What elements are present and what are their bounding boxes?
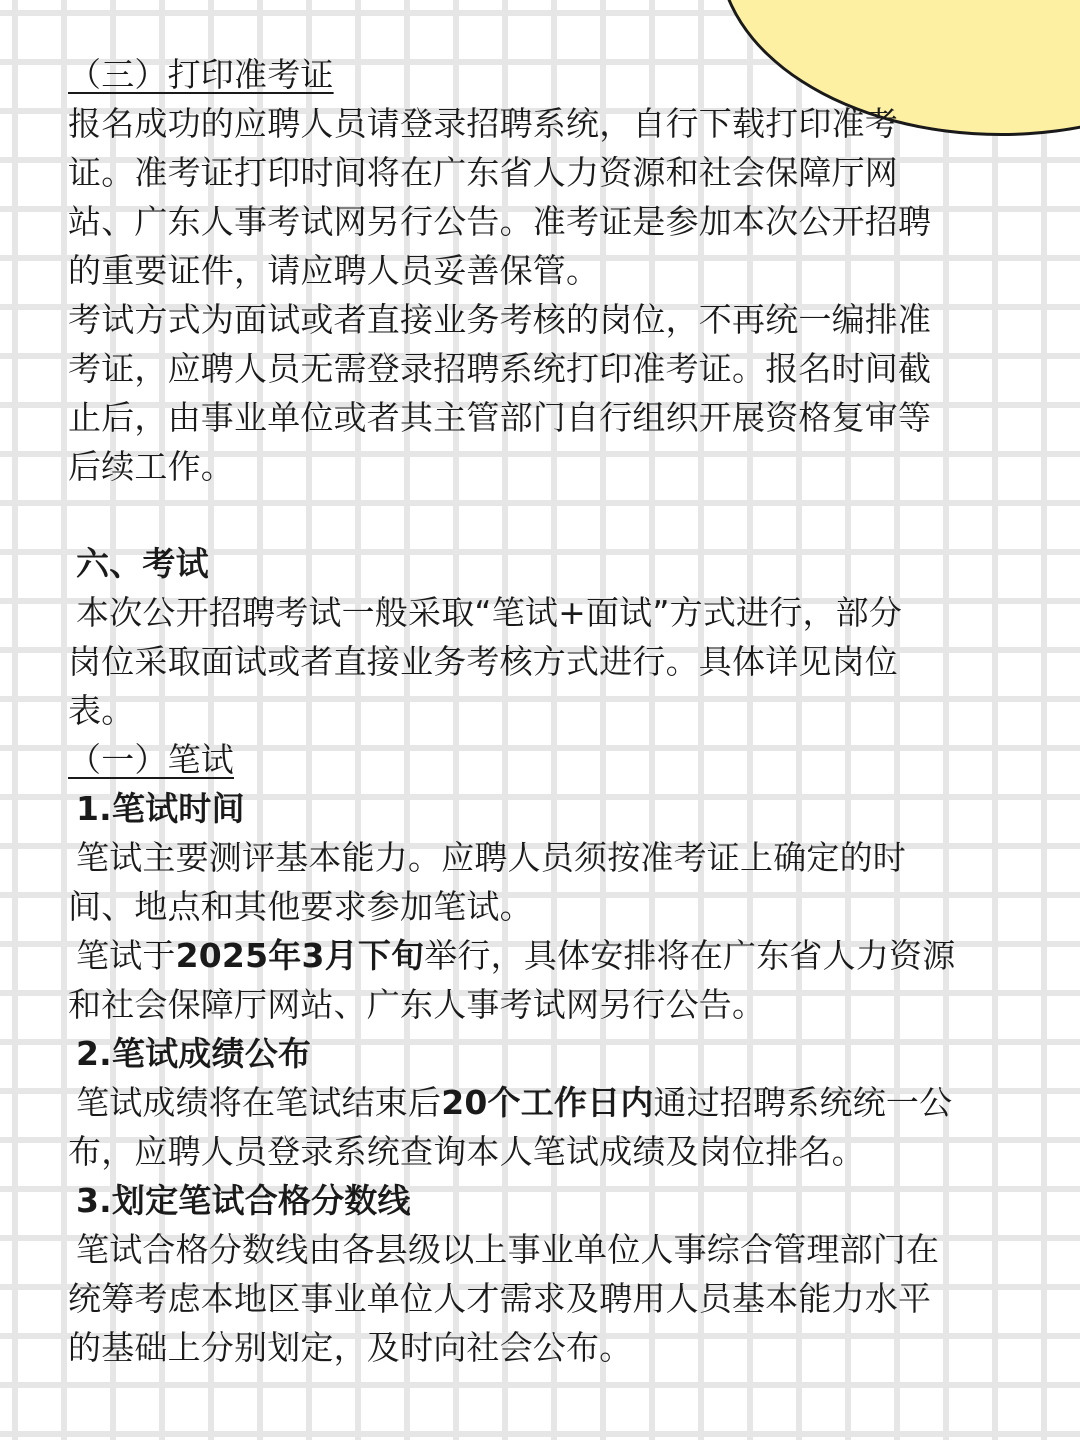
item-2-line-1 bbox=[68, 1078, 1028, 1127]
section-3-line-5: 考试方式为面试或者直接业务考核的岗位，不再统一编排准 bbox=[68, 300, 932, 339]
section-6-title: 六、考试 bbox=[76, 544, 209, 583]
item-2-line-2: 布，应聘人员登录系统查询本人笔试成绩及岗位排名。 bbox=[68, 1132, 865, 1171]
item-2-line-1-post: 通过招聘系统统一公 bbox=[653, 1083, 953, 1122]
item-3-line-3: 的基础上分别划定，及时向社会公布。 bbox=[68, 1328, 633, 1367]
item-1-line-1: 笔试主要测评基本能力。应聘人员须按准考证上确定的时 bbox=[76, 838, 906, 877]
section-3-line-6: 考证，应聘人员无需登录招聘系统打印准考证。报名时间截 bbox=[68, 349, 932, 388]
section-3-line-2: 证。准考证打印时间将在广东省人力资源和社会保障厅网 bbox=[68, 153, 898, 192]
item-1-title: 1.笔试时间 bbox=[76, 789, 245, 828]
item-1-date-pre: 笔试于 bbox=[76, 936, 176, 975]
exam-date-highlight: 2025年3月下旬 bbox=[175, 936, 425, 975]
item-1-line-2: 间、地点和其他要求参加笔试。 bbox=[68, 887, 533, 926]
item-1-date-post: 举行，具体安排将在广东省人力资源 bbox=[424, 936, 956, 975]
item-2-title: 2.笔试成绩公布 bbox=[76, 1034, 312, 1073]
item-1-date-line bbox=[68, 931, 1028, 980]
written-exam-heading: （一）笔试 bbox=[68, 740, 234, 779]
document-body bbox=[68, 50, 1028, 1372]
written-exam-heading-row bbox=[68, 735, 1028, 784]
item-3-title: 3.划定笔试合格分数线 bbox=[76, 1181, 411, 1220]
section-3-heading: （三）打印准考证 bbox=[68, 55, 334, 94]
section-spacer bbox=[68, 491, 1028, 539]
item-2-line-1-pre: 笔试成绩将在笔试结束后 bbox=[76, 1083, 442, 1122]
section-3-line-4: 的重要证件，请应聘人员妥善保管。 bbox=[68, 251, 600, 290]
section-3-line-3: 站、广东人事考试网另行公告。准考证是参加本次公开招聘 bbox=[68, 202, 932, 241]
item-1-date-line-2: 和社会保障厅网站、广东人事考试网另行公告。 bbox=[68, 985, 766, 1024]
section-6-intro-line-2: 岗位采取面试或者直接业务考核方式进行。具体详见岗位 bbox=[68, 642, 898, 681]
section-3-line-7: 止后，由事业单位或者其主管部门自行组织开展资格复审等 bbox=[68, 398, 932, 437]
result-period-highlight: 20个工作日内 bbox=[441, 1083, 654, 1122]
section-3-line-8: 后续工作。 bbox=[68, 447, 234, 486]
section-3-line-1: 报名成功的应聘人员请登录招聘系统，自行下载打印准考 bbox=[68, 104, 898, 143]
section-6-intro-line-1: 本次公开招聘考试一般采取“笔试+面试”方式进行，部分 bbox=[76, 593, 903, 632]
section-6-intro-line-3: 表。 bbox=[68, 691, 135, 730]
section-3-heading-row bbox=[68, 50, 1028, 99]
item-3-line-2: 统筹考虑本地区事业单位人才需求及聘用人员基本能力水平 bbox=[68, 1279, 932, 1318]
item-3-line-1: 笔试合格分数线由各县级以上事业单位人事综合管理部门在 bbox=[76, 1230, 940, 1269]
